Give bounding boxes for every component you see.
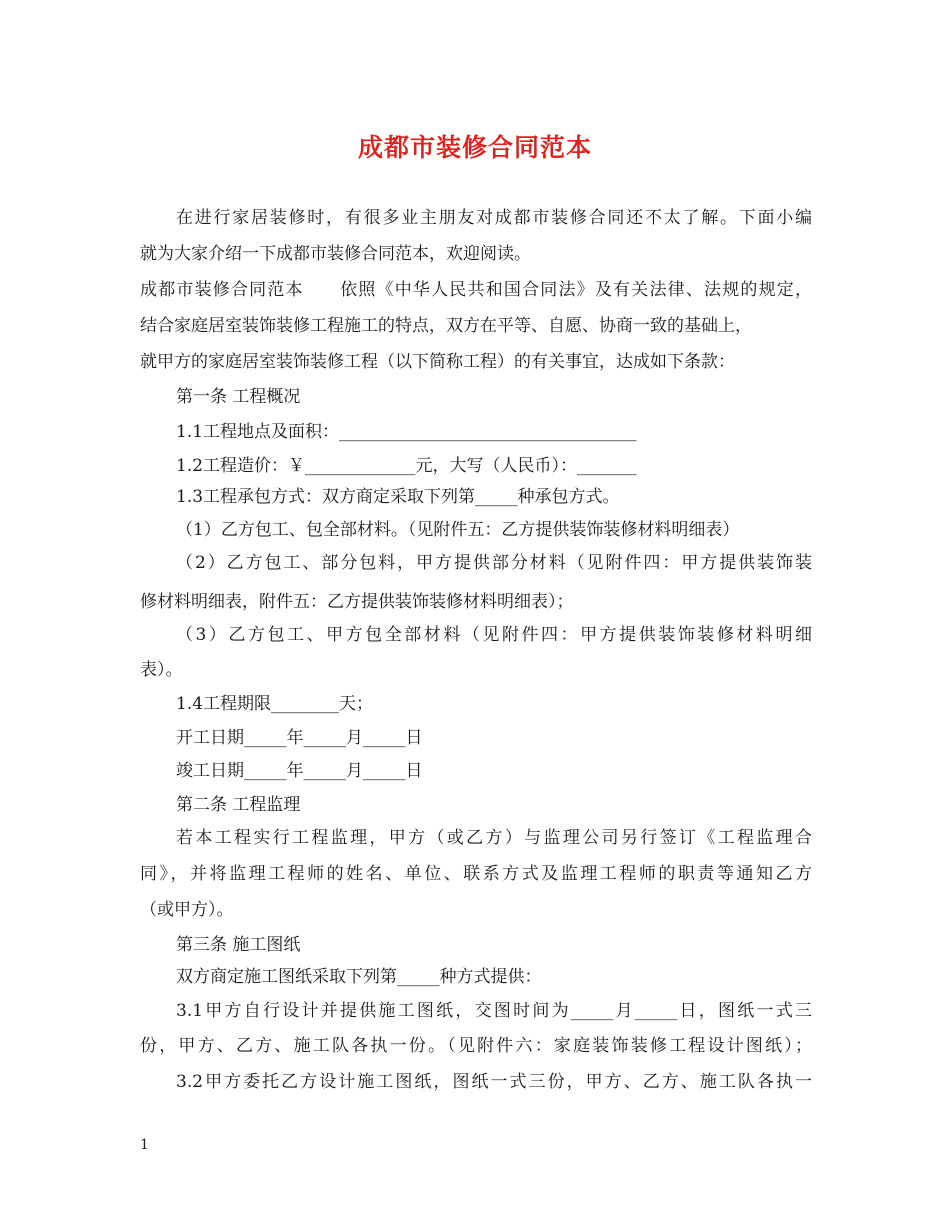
paragraph-line: （或甲方）。 (140, 900, 234, 920)
paragraph-line: （1）乙方包工、包全部材料。（见附件五：乙方提供装饰装修材料明细表） (176, 520, 740, 540)
paragraph-line: 同》，并将监理工程师的姓名、单位、联系方式及监理工程师的职责等通知乙方 (140, 864, 812, 884)
paragraph-line: 就为大家介绍一下成都市装修合同范本，欢迎阅读。 (140, 244, 531, 264)
paragraph-line: 1.4工程期限________天； (176, 694, 374, 714)
paragraph-line: 在进行家居装修时，有很多业主朋友对成都市装修合同还不太了解。下面小编 (176, 208, 812, 228)
paragraph-line: 1.3工程承包方式：双方商定采取下列第_____种承包方式。 (176, 487, 620, 507)
paragraph-line: 竣工日期_____年_____月_____日 (176, 761, 423, 781)
page-number: 1 (140, 1137, 149, 1153)
section-heading: 第二条 工程监理 (176, 795, 301, 815)
paragraph-line: 3.1甲方自行设计并提供施工图纸，交图时间为_____月_____日，图纸一式三 (176, 1001, 812, 1021)
paragraph-line: 若本工程实行工程监理，甲方（或乙方）与监理公司另行签订《工程监理合 (176, 828, 812, 848)
section-heading: 第三条 施工图纸 (176, 935, 301, 955)
paragraph-line: 1.2工程造价：￥_____________元，大写（人民币）：_______ (176, 456, 637, 476)
paragraph-line: 修材料明细表，附件五：乙方提供装饰装修材料明细表）； (140, 592, 574, 612)
paragraph-line: 表）。 (140, 660, 183, 680)
paragraph-line: 份，甲方、乙方、施工队各执一份。（见附件六：家庭装饰装修工程设计图纸）； (140, 1036, 812, 1056)
paragraph-line: 3.2甲方委托乙方设计施工图纸，图纸一式三份，甲方、乙方、施工队各执一 (176, 1072, 812, 1092)
paragraph-line: 成都市装修合同范本 依照《中华人民共和国合同法》及有关法律、法规的规定， (140, 280, 812, 300)
paragraph-line: 结合家庭居室装饰装修工程施工的特点，双方在平等、自愿、协商一致的基础上， (140, 316, 752, 336)
document-title: 成都市装修合同范本 (357, 133, 592, 162)
paragraph-line: 就甲方的家庭居室装饰装修工程（以下简称工程）的有关事宜，达成如下条款： (140, 352, 735, 372)
section-heading: 第一条 工程概况 (176, 387, 301, 407)
paragraph-line: （3）乙方包工、甲方包全部材料（见附件四：甲方提供装饰装修材料明细 (176, 625, 812, 645)
paragraph-line: （2）乙方包工、部分包料，甲方提供部分材料（见附件四：甲方提供装饰装 (176, 553, 812, 573)
paragraph-line: 双方商定施工图纸采取下列第_____种方式提供： (176, 967, 542, 987)
paragraph-line: 开工日期_____年_____月_____日 (176, 728, 423, 748)
paragraph-line: 1.1工程地点及面积：___________________________________ (176, 422, 637, 442)
